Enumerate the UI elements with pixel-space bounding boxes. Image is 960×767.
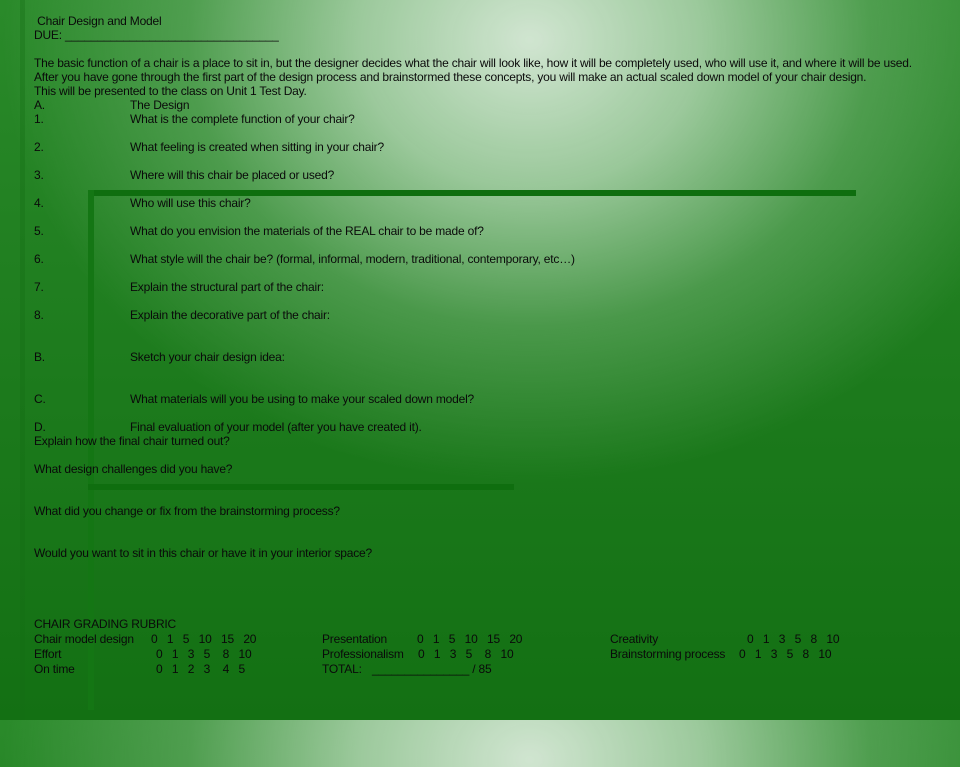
section-letter: B. — [34, 350, 45, 364]
question-text: What is the complete function of your chair? — [130, 112, 355, 126]
evaluation-question: What did you change or fix from the brainstorming process? — [34, 504, 340, 518]
rubric-label: Effort — [34, 647, 62, 661]
rubric-label: Creativity — [610, 632, 659, 646]
question-row — [34, 112, 934, 126]
rubric-scale: 0 1 5 10 15 20 — [151, 632, 257, 646]
question-text: What feeling is created when sitting in your chair? — [130, 140, 384, 154]
evaluation-question: Would you want to sit in this chair or have it in your interior space? — [34, 546, 372, 560]
rubric-scale: 0 1 3 5 8 10 — [156, 647, 252, 661]
question-row — [34, 140, 934, 154]
worksheet-title: Chair Design and Model — [34, 14, 162, 28]
section-label: Sketch your chair design idea: — [130, 350, 285, 364]
presentation-note: This will be presented to the class on Unit 1 Test Day. — [34, 84, 307, 98]
question-row — [34, 168, 934, 182]
decorative-bar-left — [20, 0, 25, 720]
question-row — [34, 196, 934, 210]
question-number: 1. — [34, 112, 44, 126]
question-row — [34, 280, 934, 294]
question-row — [34, 252, 934, 266]
section-d-heading — [34, 420, 934, 434]
question-number: 2. — [34, 140, 44, 154]
section-label: Final evaluation of your model (after you have created it). — [130, 420, 422, 434]
evaluation-question: Explain how the final chair turned out? — [34, 434, 230, 448]
rubric-label: On time — [34, 662, 75, 676]
due-line: DUE: _________________________________ — [34, 28, 279, 42]
rubric-label: Presentation — [322, 632, 387, 646]
section-label: The Design — [130, 98, 190, 112]
rubric-label: Chair model design — [34, 632, 134, 646]
section-b-heading — [34, 350, 934, 364]
section-letter: A. — [34, 98, 45, 112]
section-label: What materials will you be using to make your scaled down model? — [130, 392, 475, 406]
question-number: 8. — [34, 308, 44, 322]
question-number: 7. — [34, 280, 44, 294]
rubric-scale: 0 1 5 10 15 20 — [417, 632, 523, 646]
rubric-total-field: _______________ / 85 — [372, 662, 492, 676]
question-number: 4. — [34, 196, 44, 210]
evaluation-question: What design challenges did you have? — [34, 462, 233, 476]
question-number: 6. — [34, 252, 44, 266]
rubric-row — [34, 662, 492, 677]
question-text: What style will the chair be? (formal, informal, modern, traditional, contemporary, etc…) — [130, 252, 575, 266]
rubric-title — [34, 617, 177, 632]
grading-rubric — [34, 617, 840, 677]
rubric-label: TOTAL: — [322, 662, 362, 676]
rubric-row — [34, 647, 832, 662]
section-letter: D. — [34, 420, 46, 434]
question-text: What do you envision the materials of the REAL chair to be made of? — [130, 224, 484, 238]
worksheet-body — [34, 14, 934, 560]
section-c-heading — [34, 392, 934, 406]
rubric-scale: 0 1 3 5 8 10 — [739, 647, 832, 661]
rubric-scale: 0 1 3 5 8 10 — [747, 632, 840, 646]
question-text: Who will use this chair? — [130, 196, 251, 210]
rubric-title-text: CHAIR GRADING RUBRIC — [34, 617, 177, 631]
question-number: 3. — [34, 168, 44, 182]
question-row — [34, 224, 934, 238]
question-number: 5. — [34, 224, 44, 238]
rubric-label: Brainstorming process — [610, 647, 726, 661]
question-row — [34, 308, 934, 322]
rubric-row — [34, 632, 840, 647]
question-text: Explain the structural part of the chair: — [130, 280, 324, 294]
section-letter: C. — [34, 392, 46, 406]
rubric-scale: 0 1 3 5 8 10 — [418, 647, 514, 661]
rubric-scale: 0 1 2 3 4 5 — [156, 662, 245, 676]
question-text: Where will this chair be placed or used? — [130, 168, 335, 182]
question-text: Explain the decorative part of the chair: — [130, 308, 330, 322]
section-a-heading — [34, 98, 934, 112]
rubric-label: Professionalism — [322, 647, 404, 661]
intro-paragraph: The basic function of a chair is a place to sit in, but the designer decides what the chair will look like, how it will be completely used, who will use it, and where it will be used. After you have gone through the first part of the design process and brainstormed these concepts, you will make an actual scaled down model of your chair design. — [34, 56, 912, 84]
